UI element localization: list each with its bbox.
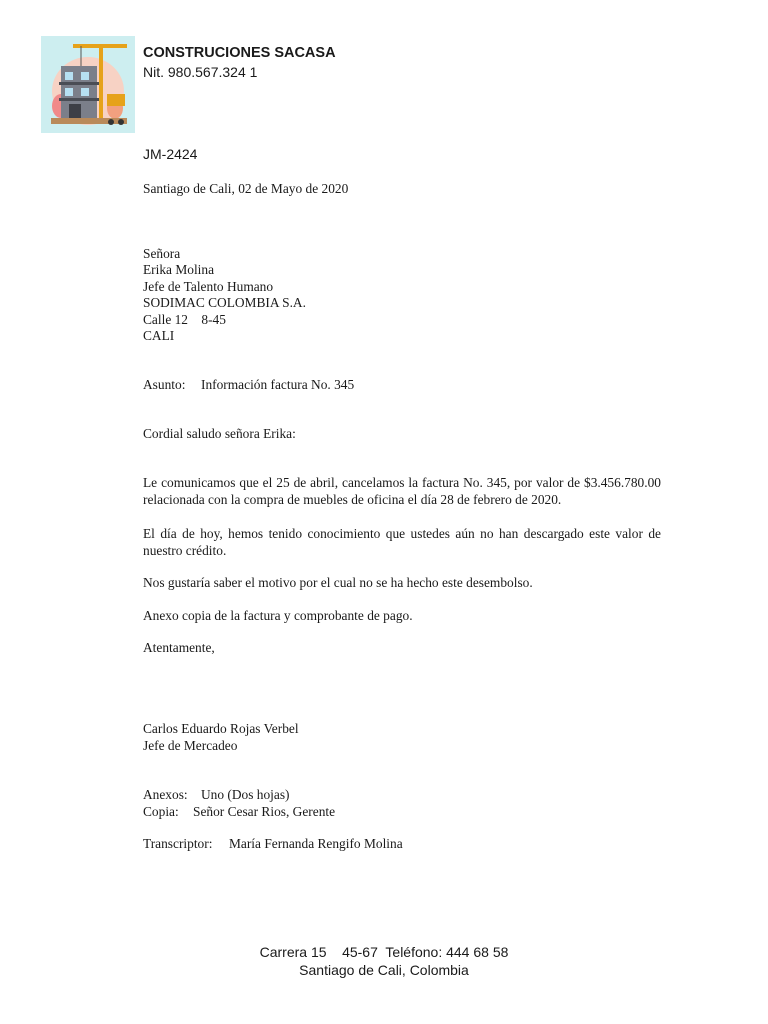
footer-address: Carrera 15 45-67 Teléfono: 444 68 58 bbox=[259, 944, 509, 960]
closing: Atentamente, bbox=[143, 640, 215, 655]
annexes-label: Anexos: bbox=[143, 787, 188, 802]
footer-city: Santiago de Cali, Colombia bbox=[299, 962, 469, 978]
body-paragraph: Anexo copia de la factura y comprobante de pago. bbox=[143, 608, 413, 623]
place-date: Santiago de Cali, 02 de Mayo de 2020 bbox=[143, 181, 349, 196]
transcriber-value: María Fernanda Rengifo Molina bbox=[229, 836, 403, 851]
company-nit: Nit. 980.567.324 1 bbox=[143, 64, 258, 80]
annexes-value: Uno (Dos hojas) bbox=[201, 787, 290, 802]
subject-label: Asunto: bbox=[143, 377, 186, 392]
letter-reference: JM-2424 bbox=[143, 146, 198, 162]
greeting: Cordial saludo señora Erika: bbox=[143, 426, 296, 441]
recipient-position: Jefe de Talento Humano bbox=[143, 279, 274, 294]
company-name: CONSTRUCIONES SACASA bbox=[143, 45, 336, 61]
copy-line bbox=[143, 804, 335, 821]
transcriber-line bbox=[143, 836, 403, 853]
subject-line bbox=[143, 377, 354, 394]
recipient-address: Calle 12 8-45 bbox=[143, 312, 226, 327]
annexes-line bbox=[143, 787, 290, 804]
body-paragraph: El día de hoy, hemos tenido conocimiento que ustedes aún no han descargado este valor de nuestro crédito. bbox=[143, 526, 661, 558]
signer-position: Jefe de Mercadeo bbox=[143, 738, 238, 753]
body-paragraph: Le comunicamos que el 25 de abril, cancelamos la factura No. 345, por valor de $3.456.780.00 relacionada con la compra de muebles de oficina el día 28 de febrero de 2020. bbox=[143, 475, 661, 507]
signer-name: Carlos Eduardo Rojas Verbel bbox=[143, 721, 299, 736]
recipient-company: SODIMAC COLOMBIA S.A. bbox=[143, 295, 306, 310]
construction-illustration-icon bbox=[41, 36, 135, 133]
recipient-title: Señora bbox=[143, 246, 181, 261]
copy-label: Copia: bbox=[143, 804, 179, 819]
subject-value: Información factura No. 345 bbox=[201, 377, 355, 392]
company-logo bbox=[41, 36, 135, 133]
recipient-name: Erika Molina bbox=[143, 262, 215, 277]
recipient-city: CALI bbox=[143, 328, 175, 343]
body-paragraph: Nos gustaría saber el motivo por el cual no se ha hecho este desembolso. bbox=[143, 575, 533, 590]
transcriber-label: Transcriptor: bbox=[143, 836, 213, 851]
copy-value: Señor Cesar Rios, Gerente bbox=[193, 804, 336, 819]
